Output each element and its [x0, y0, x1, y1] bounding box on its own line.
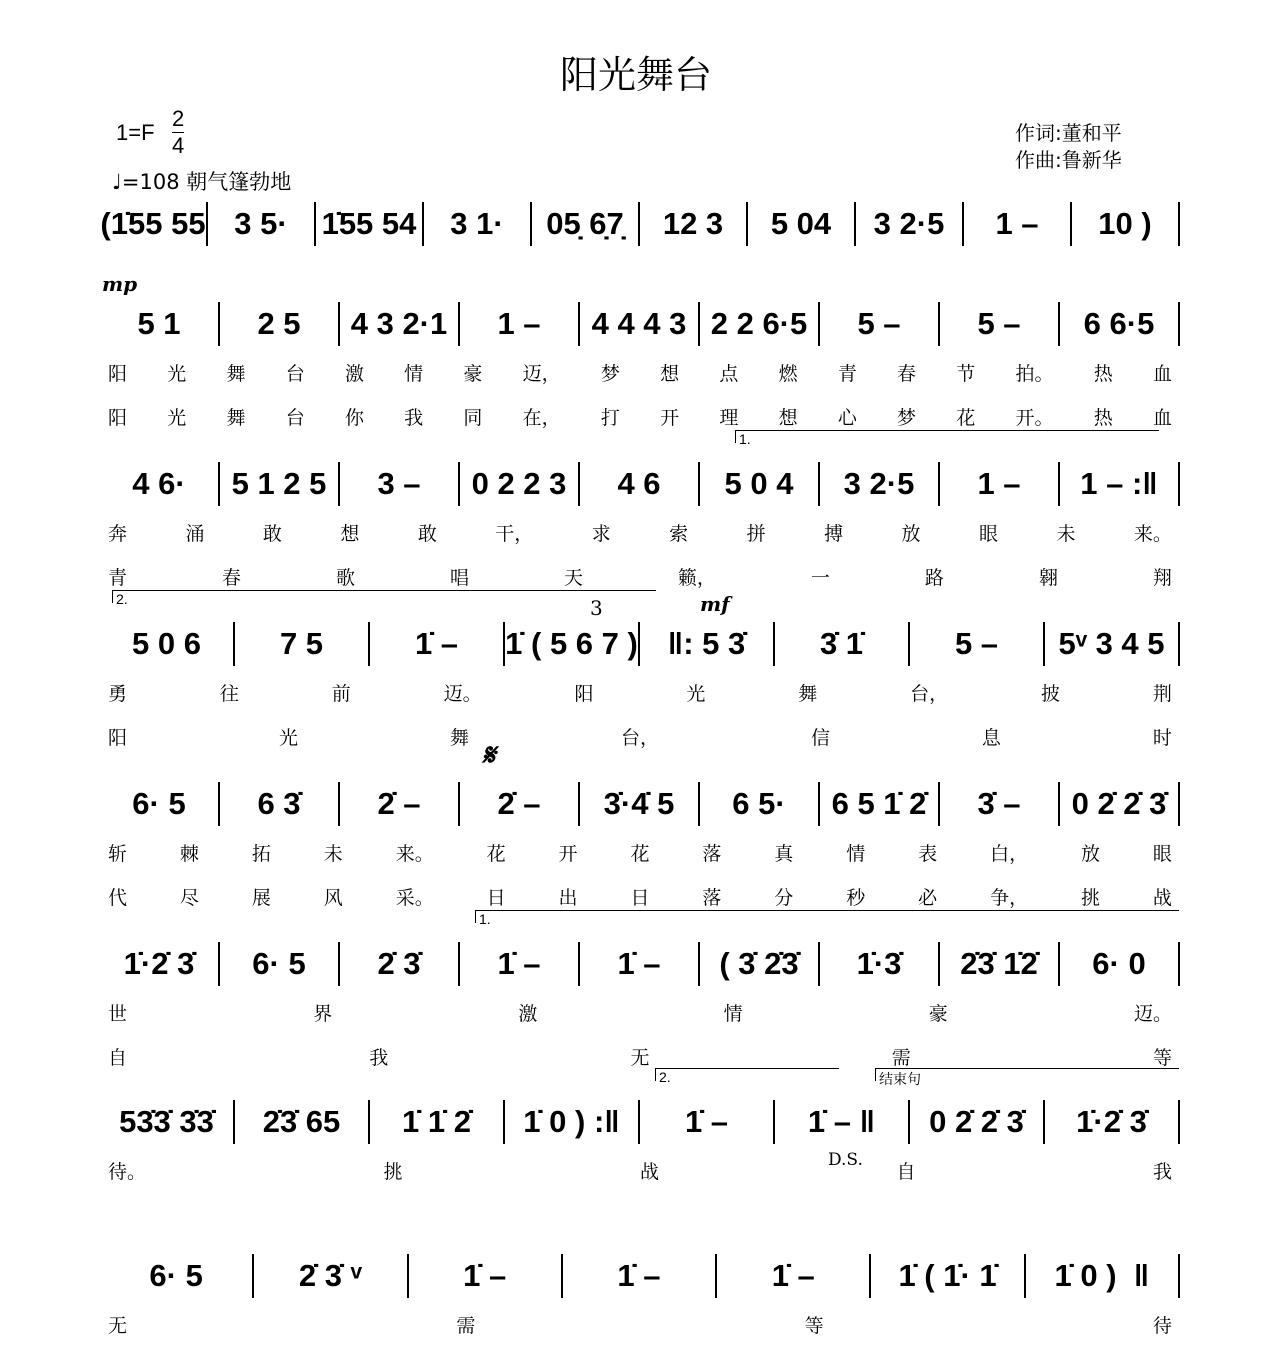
lyric-syllable: 未 — [323, 842, 343, 865]
lyric-syllable: 豪 — [928, 1002, 948, 1025]
lyric-syllable: 勇 — [108, 682, 128, 705]
lyric-syllable: 舞 — [226, 406, 246, 429]
measure: 0 2̇ 2̇ 3̇ — [1060, 782, 1180, 826]
lyric-syllable: 情 — [723, 1002, 743, 1025]
measure: 1̇ 0 ) :‖ — [505, 1100, 640, 1144]
staff-row — [100, 1098, 1180, 1190]
lyric-syllable: 迈。 — [1133, 1002, 1172, 1025]
lyric-syllable: 界 — [313, 1002, 333, 1025]
lyric-syllable: 台 — [285, 362, 305, 385]
measure: 53̇3̇ 3̇3̇ — [100, 1100, 235, 1144]
volta-bracket: 2. — [112, 590, 656, 603]
measure: 4 6 — [580, 462, 700, 506]
time-bottom: 4 — [172, 133, 185, 158]
lyric-syllable: 待 — [1152, 1314, 1172, 1337]
composer: 作曲:鲁新华 — [1015, 148, 1122, 172]
lyric-syllable: 你 — [344, 406, 364, 429]
lyric-syllable: 未 — [1056, 522, 1076, 545]
volta-bracket: 1. — [735, 430, 1159, 443]
measure: 5 1 — [100, 302, 220, 346]
lyric-syllable: 唱 — [449, 566, 469, 589]
measure: 5 – — [940, 302, 1060, 346]
measure: 10 ) — [1072, 202, 1180, 246]
time-signature — [172, 106, 184, 159]
lyric-syllable: 风 — [323, 886, 343, 909]
credits — [1015, 120, 1122, 174]
measure: 4 4 4 3 — [580, 302, 700, 346]
lyric-syllable: 干， — [495, 522, 534, 545]
measure: 3 – — [340, 462, 460, 506]
measure: 5 – — [820, 302, 940, 346]
lyric-syllable: 血 — [1152, 362, 1172, 385]
lyric-syllable: 秒 — [846, 886, 866, 909]
lyric-syllable: 拼 — [746, 522, 766, 545]
ds-marking: D.S. — [828, 1150, 863, 1170]
lyric-syllable: 无 — [630, 1046, 650, 1069]
lyric-syllable: 心 — [837, 406, 857, 429]
lyric-syllable: 放 — [1080, 842, 1100, 865]
lyric-line — [100, 716, 1180, 756]
measure: 6 3̇ — [220, 782, 340, 826]
lyric-syllable: 落 — [702, 886, 722, 909]
lyric-syllable: 开。 — [1015, 406, 1054, 429]
lyric-line — [100, 832, 1180, 872]
lyric-syllable: 出 — [558, 886, 578, 909]
measure: 2 2 6·5 — [700, 302, 820, 346]
lyric-syllable: 歌 — [335, 566, 355, 589]
measure: 1 – :‖ — [1060, 462, 1180, 506]
lyric-syllable: 光 — [278, 726, 298, 749]
lyric-syllable: 求 — [591, 522, 611, 545]
lyric-syllable: 搏 — [824, 522, 844, 545]
lyric-syllable: 光 — [167, 406, 187, 429]
lyric-syllable: 路 — [924, 566, 944, 589]
measure: 3 5· — [208, 202, 316, 246]
notes-line — [100, 300, 1180, 348]
measure: 2̇3̇ 1̇2̇ — [940, 942, 1060, 986]
measure: 1̇ ( 1̇· 1̇ — [871, 1254, 1025, 1298]
measure: 1̇ ( 5 6 7 ) — [505, 622, 640, 666]
measure: 0 2̇ 2̇ 3̇ — [910, 1100, 1045, 1144]
measure: 1̇·2̇ 3̇ — [1045, 1100, 1180, 1144]
lyric-syllable: 索 — [669, 522, 689, 545]
lyric-syllable: 打 — [600, 406, 620, 429]
staff-row — [100, 1252, 1180, 1344]
lyric-syllable: 同 — [463, 406, 483, 429]
measure: 5 – — [910, 622, 1045, 666]
lyric-syllable: 敢 — [262, 522, 282, 545]
measure: 1 – — [460, 302, 580, 346]
lyric-syllable: 荆 — [1152, 682, 1172, 705]
lyric-syllable: 我 — [404, 406, 424, 429]
measure: 5 04 — [748, 202, 856, 246]
lyric-syllable: 激 — [344, 362, 364, 385]
lyric-syllable: 情 — [404, 362, 424, 385]
lyric-syllable: 信 — [810, 726, 830, 749]
lyric-syllable: 自 — [108, 1046, 128, 1069]
lyric-syllable: 节 — [956, 362, 976, 385]
lyric-syllable: 展 — [251, 886, 271, 909]
measure: 1̇ – — [460, 942, 580, 986]
lyric-syllable: 待。 — [108, 1160, 147, 1183]
measure: 2̇ – — [340, 782, 460, 826]
measure: 4 6· — [100, 462, 220, 506]
lyric-line — [100, 1150, 1180, 1190]
measure: 6 6·5 — [1060, 302, 1180, 346]
time-top: 2 — [172, 106, 185, 131]
measure: 1̇ – — [409, 1254, 563, 1298]
lyric-syllable: 梦 — [897, 406, 917, 429]
measure: 1̇ 0 ) ‖ — [1026, 1254, 1180, 1298]
notes-line — [100, 780, 1180, 828]
lyric-syllable: 等 — [804, 1314, 824, 1337]
lyric-syllable: 舞 — [798, 682, 818, 705]
lyric-line — [100, 672, 1180, 712]
segno-sign: 𝄋 — [482, 738, 495, 773]
lyric-syllable: 开 — [558, 842, 578, 865]
lyric-syllable: 拍。 — [1015, 362, 1054, 385]
lyric-syllable: 涌 — [185, 522, 205, 545]
lyric-syllable: 想 — [340, 522, 360, 545]
notes-line — [100, 200, 1180, 248]
lyric-syllable: 阳 — [108, 406, 128, 429]
lyric-syllable: 想 — [778, 406, 798, 429]
lyric-syllable: 台 — [285, 406, 305, 429]
lyric-syllable: 一 — [810, 566, 830, 589]
lyric-syllable: 花 — [956, 406, 976, 429]
lyric-syllable: 阳 — [108, 726, 128, 749]
lyric-syllable: 挑 — [383, 1160, 403, 1183]
notes-line — [100, 940, 1180, 988]
lyric-syllable: 等 — [1152, 1046, 1172, 1069]
lyric-syllable: 我 — [369, 1046, 389, 1069]
lyric-syllable: 斩 — [108, 842, 128, 865]
lyric-syllable: 前 — [331, 682, 351, 705]
lyric-syllable: 想 — [660, 362, 680, 385]
measure: 3̇ 1̇ — [775, 622, 910, 666]
lyric-syllable: 台， — [910, 682, 949, 705]
measure: 1̇ – — [640, 1100, 775, 1144]
measure: ‖: 5 3̇ — [640, 622, 775, 666]
lyric-syllable: 世 — [108, 1002, 128, 1025]
lyric-syllable: 花 — [630, 842, 650, 865]
lyric-syllable: 光 — [167, 362, 187, 385]
measure: 6· 5 — [100, 1254, 254, 1298]
lyric-line — [100, 992, 1180, 1032]
measure: 12 3 — [640, 202, 748, 246]
dynamic-marking: mf — [700, 592, 730, 616]
lyric-syllable: 披 — [1041, 682, 1061, 705]
lyric-syllable: 挑 — [1080, 886, 1100, 909]
lyric-syllable: 落 — [702, 842, 722, 865]
staff-row — [100, 460, 1180, 596]
measure: 1̇55 54 — [316, 202, 424, 246]
notes-line — [100, 1098, 1180, 1146]
lyric-syllable: 棘 — [179, 842, 199, 865]
measure: 2̇3̇ 65 — [235, 1100, 370, 1144]
measure: 0 2 2 3 — [460, 462, 580, 506]
measure: 3̇·4̇ 5 — [580, 782, 700, 826]
lyric-syllable: 奔 — [108, 522, 128, 545]
lyric-line — [100, 352, 1180, 392]
lyric-syllable: 燃 — [778, 362, 798, 385]
lyric-syllable: 争， — [990, 886, 1029, 909]
lyric-syllable: 梦 — [600, 362, 620, 385]
lyric-syllable: 激 — [518, 1002, 538, 1025]
measure: 7 5 — [235, 622, 370, 666]
lyric-syllable: 迈。 — [443, 682, 482, 705]
staff-row — [100, 300, 1180, 436]
lyric-syllable: 光 — [686, 682, 706, 705]
measure: ( 3̇ 2̇3̇ — [700, 942, 820, 986]
lyricist: 作词:董和平 — [1015, 121, 1122, 145]
staff-row — [100, 200, 1180, 248]
lyric-syllable: 青 — [837, 362, 857, 385]
lyric-syllable: 尽 — [179, 886, 199, 909]
lyric-syllable: 阳 — [108, 362, 128, 385]
lyric-syllable: 开 — [660, 406, 680, 429]
dynamic-marking: mp — [102, 272, 138, 296]
lyric-syllable: 时 — [1152, 726, 1172, 749]
lyric-syllable: 表 — [918, 842, 938, 865]
lyric-syllable: 春 — [221, 566, 241, 589]
measure: 5 0 4 — [700, 462, 820, 506]
lyric-syllable: 情 — [846, 842, 866, 865]
lyric-syllable: 战 — [1152, 886, 1172, 909]
lyric-syllable: 拓 — [251, 842, 271, 865]
notes-line — [100, 1252, 1180, 1300]
lyric-syllable: 必 — [918, 886, 938, 909]
lyric-syllable: 青 — [108, 566, 128, 589]
lyric-syllable: 来。 — [395, 842, 434, 865]
lyric-syllable: 热 — [1093, 406, 1113, 429]
lyric-syllable: 花 — [486, 842, 506, 865]
measure: 5 0 6 — [100, 622, 235, 666]
volta-bracket: 1. — [475, 910, 1179, 923]
notes-line — [100, 460, 1180, 508]
lyric-syllable: 籁， — [677, 566, 716, 589]
measure: 2̇ 3̇ — [340, 942, 460, 986]
lyric-syllable: 迈， — [522, 362, 561, 385]
measure: 2̇ – — [460, 782, 580, 826]
measure: 1 – — [940, 462, 1060, 506]
lyric-syllable: 日 — [630, 886, 650, 909]
lyric-syllable: 往 — [219, 682, 239, 705]
lyric-line — [100, 1304, 1180, 1344]
lyric-syllable: 需 — [456, 1314, 476, 1337]
measure: 6 5· — [700, 782, 820, 826]
lyric-syllable: 热 — [1093, 362, 1113, 385]
lyric-syllable: 在， — [522, 406, 561, 429]
lyric-syllable: 战 — [639, 1160, 659, 1183]
lyric-syllable: 舞 — [449, 726, 469, 749]
measure: 1̇ – — [717, 1254, 871, 1298]
lyric-syllable: 分 — [774, 886, 794, 909]
measure: 3 2·5 — [820, 462, 940, 506]
measure: 1̇ – — [370, 622, 505, 666]
lyric-syllable: 无 — [108, 1314, 128, 1337]
lyric-syllable: 理 — [719, 406, 739, 429]
lyric-syllable: 台， — [620, 726, 659, 749]
lyric-syllable: 翔 — [1152, 566, 1172, 589]
triplet-marking: 3 — [590, 596, 603, 620]
lyric-syllable: 舞 — [226, 362, 246, 385]
lyric-syllable: 阳 — [574, 682, 594, 705]
lyric-syllable: 放 — [901, 522, 921, 545]
lyric-syllable: 真 — [774, 842, 794, 865]
measure: 6 5 1̇ 2̇ — [820, 782, 940, 826]
staff-row — [100, 940, 1180, 1076]
measure: 1̇ 1̇ 2̇ — [370, 1100, 505, 1144]
staff-row — [100, 620, 1180, 756]
lyric-syllable: 春 — [897, 362, 917, 385]
lyric-syllable: 眼 — [1152, 842, 1172, 865]
measure: 3 1· — [424, 202, 532, 246]
measure: 6· 0 — [1060, 942, 1180, 986]
measure: 6· 5 — [220, 942, 340, 986]
measure: 05̣ 6̣7̣ — [532, 202, 640, 246]
lyric-syllable: 需 — [891, 1046, 911, 1069]
lyric-syllable: 天 — [563, 566, 583, 589]
measure: 5 1 2 5 — [220, 462, 340, 506]
lyric-syllable: 采。 — [395, 886, 434, 909]
lyric-syllable: 血 — [1152, 406, 1172, 429]
measure: (1̇55 55 — [100, 202, 208, 246]
measure: 6· 5 — [100, 782, 220, 826]
lyric-line — [100, 512, 1180, 552]
measure: 3̇ – — [940, 782, 1060, 826]
lyric-syllable: 敢 — [417, 522, 437, 545]
lyric-syllable: 自 — [896, 1160, 916, 1183]
key-signature: 1=F — [116, 120, 155, 145]
measure: 2̇ 3̇ ᵛ — [254, 1254, 408, 1298]
song-title: 阳光舞台 — [559, 53, 712, 97]
notes-line — [100, 620, 1180, 668]
measure: 3 2·5 — [856, 202, 964, 246]
lyric-syllable: 点 — [719, 362, 739, 385]
lyric-syllable: 代 — [108, 886, 128, 909]
volta-bracket: 2. — [655, 1068, 839, 1081]
measure: 1̇ – ‖ — [775, 1100, 910, 1144]
measure: 1̇·2̇ 3̇ — [100, 942, 220, 986]
measure: 4 3 2·1 — [340, 302, 460, 346]
lyric-syllable: 我 — [1152, 1160, 1172, 1183]
measure: 1̇·3̇ — [820, 942, 940, 986]
lyric-syllable: 来。 — [1133, 522, 1172, 545]
staff-row — [100, 780, 1180, 916]
lyric-syllable: 眼 — [978, 522, 998, 545]
measure: 2 5 — [220, 302, 340, 346]
tempo-marking: ♩=108 朝气篷勃地 — [112, 170, 292, 194]
lyric-syllable: 日 — [486, 886, 506, 909]
lyric-syllable: 翱 — [1038, 566, 1058, 589]
measure: 5ᵛ 3 4 5 — [1045, 622, 1180, 666]
lyric-syllable: 豪 — [463, 362, 483, 385]
measure: 1̇ – — [580, 942, 700, 986]
lyric-syllable: 白， — [990, 842, 1029, 865]
measure: 1 – — [964, 202, 1072, 246]
ending-label: 结束句 — [875, 1068, 1179, 1081]
measure: 1̇ – — [563, 1254, 717, 1298]
lyric-syllable: 息 — [981, 726, 1001, 749]
